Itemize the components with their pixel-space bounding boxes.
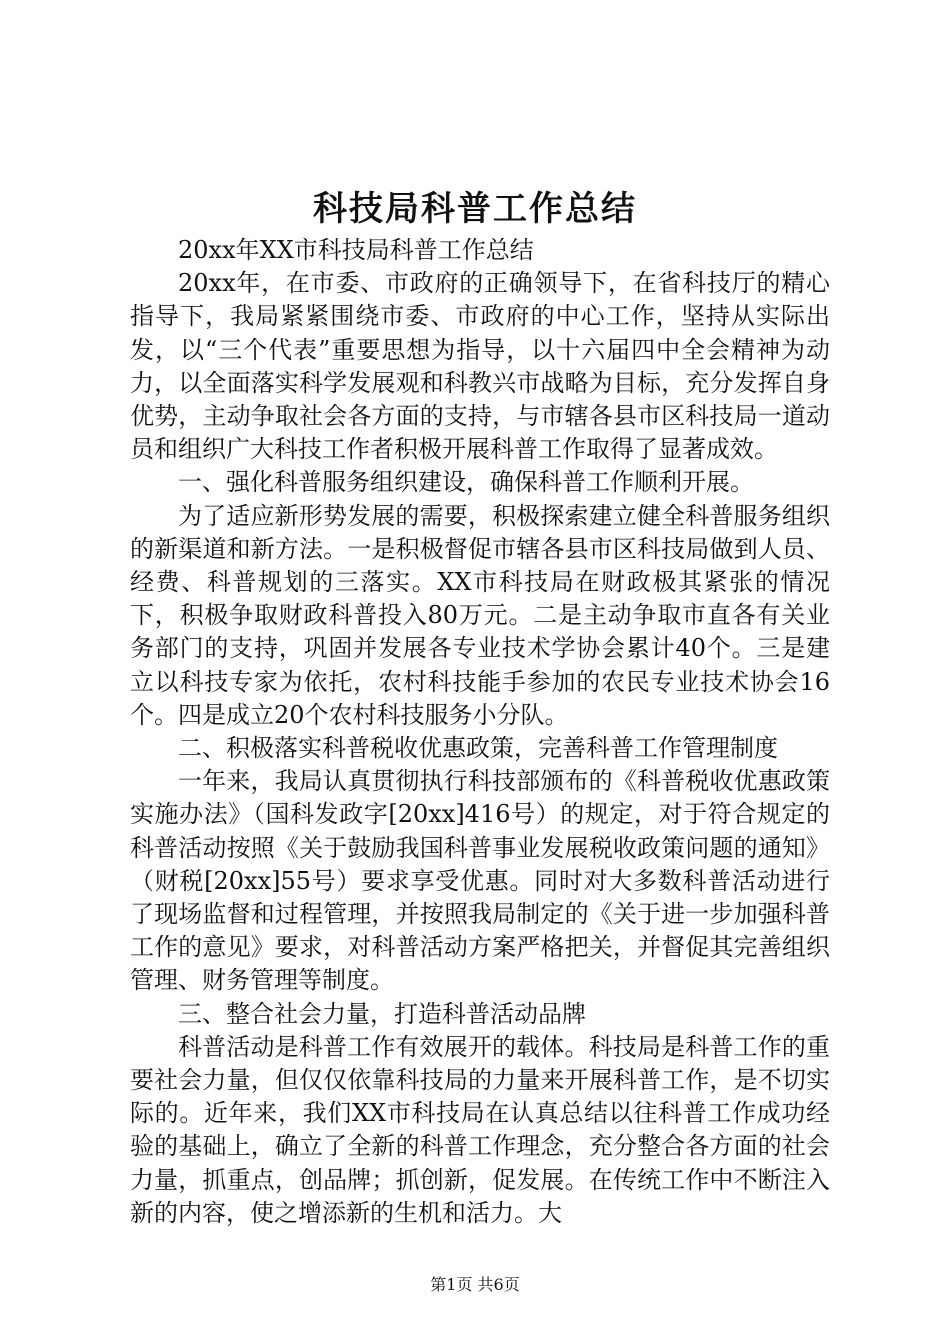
section-3-paragraph: 科普活动是科普工作有效展开的载体。科技局是科普工作的重要社会力量，但仅仅依靠科技局的力量来开展科普工作，是不切实际的。近年来，我们XX市科技局在认真总结以往科普工作成功经验的基础上，确立了全新的科普工作理念，充分整合各方面的社会力量，抓重点，创品牌；抓创新，促发展。在传统工作中不断注入新的内容，使之增添新的生机和活力。大	[130, 1032, 830, 1227]
intro-paragraph: 20xx年，在市委、市政府的正确领导下，在省科技厅的精心指导下，我局紧紧围绕市委、市政府的中心工作，坚持从实际出发，以“三个代表”重要思想为指导，以十六届四中全会精神为动力，以全面落实科学发展观和科教兴市战略为目标，充分发挥自身优势，主动争取社会各方面的支持，与市辖各县市区科技局一道动员和组织广大科技工作者积极开展科普工作取得了显著成效。	[130, 269, 830, 464]
section-1-paragraph: 为了适应新形势发展的需要，积极探索建立健全科普服务组织的新渠道和新方法。一是积极督促市辖各县市区科技局做到人员、经费、科普规划的三落实。XX市科技局在财政极其紧张的情况下，积极争取财政科普投入80万元。二是主动争取市直各有关业务部门的支持，巩固并发展各专业技术学协会累计40个。三是建立以科技专家为依托，农村科技能手参加的农民专业技术协会16个。四是成立20个农村科技服务小分队。	[130, 501, 830, 729]
page-number-footer: 第1页 共6页	[430, 1275, 520, 1294]
section-heading-3: 三、整合社会力量，打造科普活动品牌	[178, 999, 586, 1028]
document-title: 科技局科普工作总结	[313, 189, 637, 229]
document-body	[130, 234, 830, 1230]
section-heading-1: 一、强化科普服务组织建设，确保科普工作顺利开展。	[178, 468, 754, 497]
section-2-paragraph: 一年来，我局认真贯彻执行科技部颁布的《科普税收优惠政策实施办法》（国科发政字[20xx]416号）的规定，对于符合规定的科普活动按照《关于鼓励我国科普事业发展税收政策问题的通知》（财税[20xx]55号）要求享受优惠。同时对大多数科普活动进行了现场监督和过程管理，并按照我局制定的《关于进一步加强科普工作的意见》要求，对科普活动方案严格把关，并督促其完善组织管理、财务管理等制度。	[130, 767, 830, 995]
section-heading-2: 二、积极落实科普税收优惠政策，完善科普工作管理制度	[178, 734, 778, 763]
subtitle-paragraph: 20xx年XX市科技局科普工作总结	[178, 236, 534, 264]
